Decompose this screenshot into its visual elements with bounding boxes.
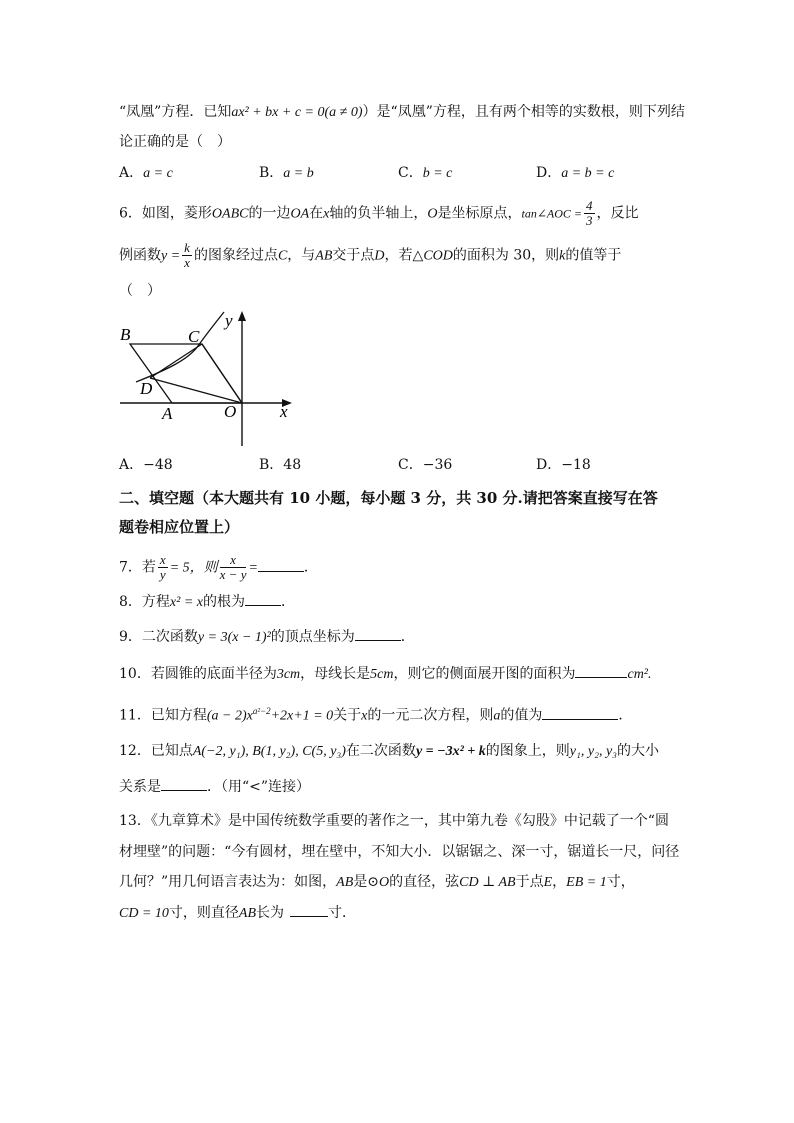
q13-text: 寸，则直径: [168, 905, 239, 921]
q9-answer-blank[interactable]: [355, 626, 401, 641]
q13-text: 寸，: [606, 874, 635, 890]
q9-line: [119, 626, 415, 649]
fraction-denominator: x − y: [219, 567, 247, 582]
q5-option-b[interactable]: [259, 162, 314, 185]
q13-circle: ⊙O: [367, 875, 390, 890]
q11-exponent: a²−2: [252, 706, 271, 716]
q7-text: =: [248, 560, 258, 576]
q8-text: ．: [281, 594, 295, 610]
q6-tan: tan∠AOC =: [521, 206, 582, 221]
q13-math: E: [543, 875, 553, 890]
label-x: x: [280, 402, 288, 421]
q13-line4: [119, 902, 356, 925]
q12-line2: [119, 776, 310, 798]
q7-fraction-1: [158, 553, 168, 582]
q13-text: 是: [353, 874, 368, 890]
q10-unit: cm².: [627, 667, 652, 682]
q11-text: ．: [618, 707, 633, 724]
q6-line1: [119, 199, 639, 228]
q6-math: D: [374, 248, 385, 264]
q6-option-b[interactable]: [259, 454, 301, 476]
q6-math: k: [559, 248, 566, 264]
q11-line: [119, 700, 632, 728]
fraction-denominator: 3: [586, 213, 593, 228]
q11-var: a: [493, 708, 501, 724]
q13-text: 寸．: [328, 905, 357, 921]
option-value: −48: [143, 457, 173, 473]
fraction-denominator: y: [159, 567, 166, 582]
q6-option-c[interactable]: [398, 454, 452, 476]
q6-option-d[interactable]: [536, 454, 591, 476]
q12-equation: y = −3x² + k: [415, 744, 486, 759]
q13-answer-blank[interactable]: [290, 902, 328, 917]
q6-line2: [119, 241, 621, 270]
q13-text: 几何？”用几何语言表达为：如图，: [119, 874, 337, 890]
q6-text: 的面积为 30，则: [452, 247, 560, 264]
q6-function-fraction: [182, 241, 192, 270]
q10-answer-blank[interactable]: [575, 663, 627, 678]
q12-text: 的大小: [617, 743, 660, 759]
q6-text: ，若△: [384, 247, 424, 264]
option-label: C．: [398, 457, 423, 473]
q6-text: 的值等于: [565, 247, 622, 264]
q13-math: AB: [336, 875, 354, 890]
q6-text: ，与: [287, 247, 316, 264]
q6-math: O: [427, 206, 438, 222]
q13-math: CD ⊥ AB: [459, 875, 516, 890]
q11-equation: (a − 2)x: [206, 708, 253, 724]
option-value: b = c: [422, 166, 453, 181]
y-axis-arrow: [238, 311, 246, 321]
label-d: D: [140, 379, 153, 398]
q8-line: [119, 591, 295, 614]
option-value: a = c: [143, 166, 173, 181]
q13-math: AB: [238, 906, 257, 921]
q10-line: [119, 663, 652, 686]
q5-option-c[interactable]: [398, 162, 452, 185]
q13-line1: 13．《九章算术》是中国传统数学重要的著作之一，其中第九卷《勾股》中记载了一个“圆: [119, 813, 669, 829]
q12-text: 12．已知点: [119, 743, 193, 759]
q13-text: 的直径，弦: [389, 874, 460, 890]
q12-answer-blank[interactable]: [161, 776, 207, 791]
q8-text: 8．方程: [119, 594, 170, 610]
rhombus-figure: [116, 308, 306, 448]
q8-text: 的根为: [203, 594, 245, 610]
q5-option-a[interactable]: [119, 162, 173, 185]
q11-equation-2: +2x+1 = 0: [270, 708, 334, 724]
q6-math: OABC: [211, 206, 249, 222]
q6-math: AB: [315, 248, 333, 264]
q5-option-d[interactable]: [536, 162, 614, 185]
q11-text: 的一元二次方程，则: [367, 707, 494, 724]
q5-line1: [119, 101, 685, 124]
q6-text: ，反比: [596, 205, 639, 222]
q13-text: 长为: [256, 905, 285, 921]
q12-text: 在二次函数: [345, 743, 416, 759]
q6-line3: （ ）: [119, 283, 161, 299]
q6-text: 轴的负半轴上，: [329, 205, 428, 222]
option-value: 48: [283, 457, 302, 473]
option-value: a = b: [283, 166, 314, 181]
q6-text: 的图象经过点: [193, 247, 278, 264]
q6-tan-fraction: [584, 199, 595, 228]
q9-text: ．: [400, 629, 415, 645]
q12-text: 关系是: [119, 779, 161, 795]
q11-text: 关于: [333, 707, 362, 724]
option-label: B．: [259, 457, 284, 473]
q5-line2: 论正确的是（ ）: [119, 134, 231, 150]
q9-equation: y = 3(x − 1)²: [197, 630, 271, 645]
q10-length: 5cm: [370, 667, 394, 682]
q7-answer-blank[interactable]: [258, 557, 304, 572]
q5-text: “凤凰”方程．已知: [119, 104, 232, 120]
q9-text: 9．二次函数: [119, 629, 198, 645]
q6-text: 是坐标原点，: [437, 205, 522, 222]
q6-text: 6．如图，菱形: [119, 205, 212, 222]
q10-radius: 3cm: [276, 667, 301, 682]
option-label: C．: [398, 165, 423, 181]
q11-text: 11．已知方程: [119, 707, 207, 724]
q11-var: x: [361, 708, 368, 724]
q5-equation: ax² + bx + c = 0(a ≠ 0): [231, 105, 363, 120]
q6-math: x: [323, 206, 330, 222]
q11-answer-blank[interactable]: [542, 705, 618, 720]
q12-points: A(−2, y₁), B(1, y₂), C(5, y₃): [192, 744, 346, 759]
q10-text: ，则它的侧面展开图的面积为: [393, 666, 576, 682]
option-value: −18: [561, 457, 591, 473]
label-y: y: [225, 311, 233, 330]
q13-math: EB = 1: [566, 875, 607, 890]
q6-text: 交于点: [332, 247, 375, 264]
option-value: −36: [422, 457, 453, 473]
q10-text: 10．若圆锥的底面半径为: [119, 666, 277, 682]
q7-text: ．: [303, 559, 318, 576]
segment-dc: [150, 344, 202, 378]
q5-text-2: ）是“凤凰”方程，且有两个相等的实数根，则下列结: [362, 104, 685, 120]
q6-math: C: [277, 248, 288, 264]
q13-line2: 材埋壁”的问题：“今有圆材，埋在壁中，不知大小．以锯锯之、深一寸，锯道长一尺，问径: [119, 844, 680, 860]
fraction-numerator: k: [184, 240, 190, 255]
q6-option-a[interactable]: [119, 454, 173, 476]
q12-text: 的图象上，则: [485, 743, 570, 759]
q7-text: = 5，则: [169, 560, 218, 576]
section-heading: 二、填空题（本大题共有 10 小题，每小题 3 分，共 30 分.请把答案直接写在答: [119, 489, 658, 507]
q6-text: 的一边: [248, 205, 291, 222]
q13-text: ，: [552, 874, 567, 890]
q7-line: [119, 553, 318, 582]
option-label: A．: [119, 457, 144, 473]
section-heading-cont: 题卷相应位置上）: [119, 518, 240, 536]
option-label: D．: [536, 165, 562, 181]
option-label: B．: [259, 165, 284, 181]
q7-fraction-2: [220, 553, 247, 582]
fraction-numerator: x: [159, 552, 166, 567]
q12-line1: [119, 740, 659, 763]
q11-text: 的值为: [500, 707, 543, 724]
q6-text: 例函数: [119, 247, 161, 264]
option-value: a = b = c: [561, 166, 615, 181]
q6-math: y =: [161, 248, 181, 264]
option-label: D．: [536, 457, 562, 473]
fraction-denominator: x: [184, 255, 190, 270]
option-label: A．: [119, 165, 144, 181]
q6-text: 在: [309, 205, 324, 222]
q13-text: 于点: [515, 874, 544, 890]
fraction-numerator: x: [220, 553, 247, 568]
label-b: B: [120, 325, 131, 344]
q6-math: OA: [290, 206, 310, 222]
q13-math: CD = 10: [119, 906, 169, 921]
fraction-numerator: 4: [586, 198, 593, 213]
label-c: C: [188, 327, 200, 346]
q7-text: 7．若: [119, 559, 156, 576]
q12-text: ．（用“<”连接）: [207, 779, 311, 795]
q8-equation: x² = x: [169, 595, 203, 610]
label-a: A: [162, 404, 173, 423]
q8-answer-blank[interactable]: [245, 591, 281, 606]
label-o: O: [224, 402, 237, 421]
q9-text: 的顶点坐标为: [270, 629, 355, 645]
q13-line3: [119, 871, 635, 894]
q12-ys: y₁, y₂, y₃: [569, 744, 618, 759]
q6-math: COD: [423, 248, 453, 264]
q10-text: ，母线长是: [300, 666, 371, 682]
